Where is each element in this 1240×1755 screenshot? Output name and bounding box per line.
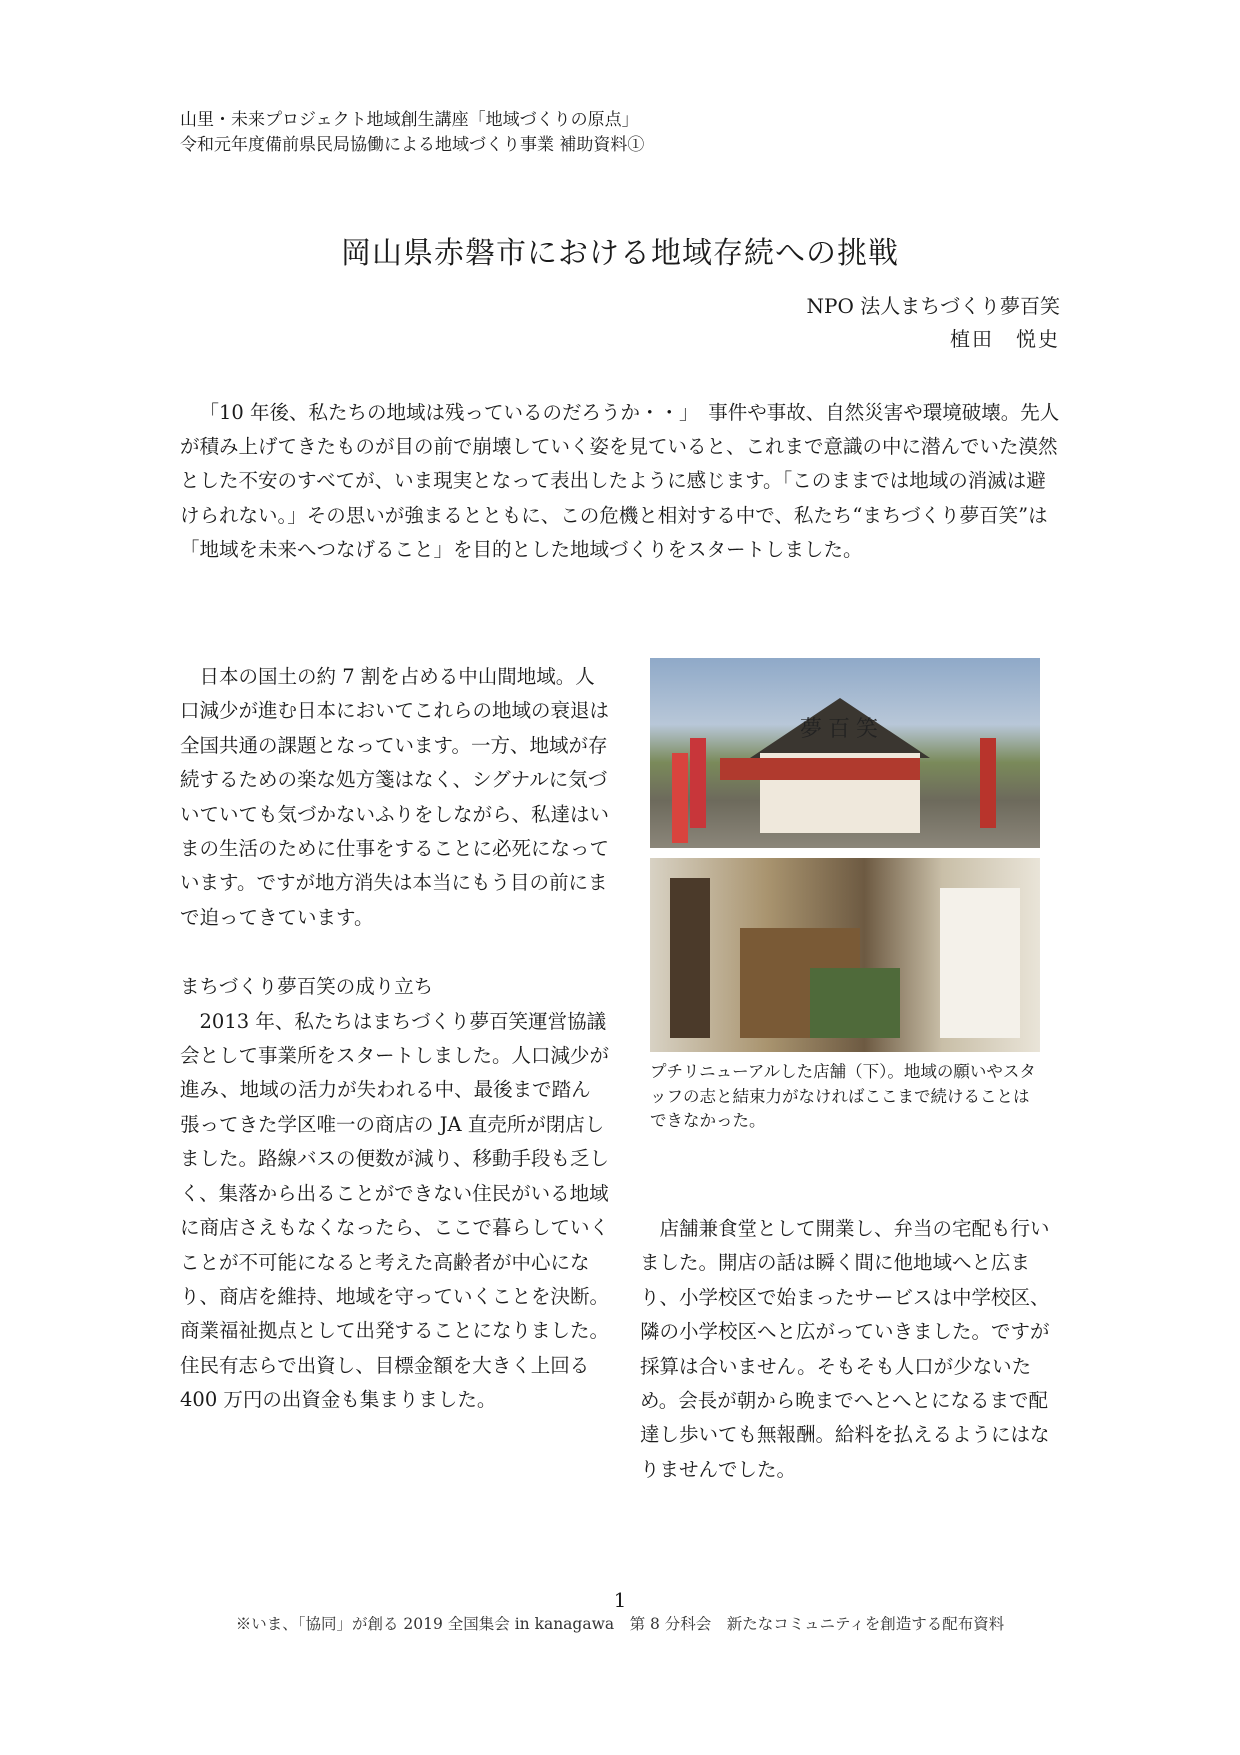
- author-name: 植田 悦史: [950, 327, 1060, 351]
- paragraph-founding: 2013 年、私たちはまちづくり夢百笑運営協議会として事業所をスタートしました。人口減少が進み、地域の活力が失われる中、最後まで踏ん張ってきた学区唯一の商店の JA 直売所が閉店しました。路線バスの便数が減り、移動手段も乏しく、集落から出ることができない住民がいる地域に商店さえもなくなったら、ここで暮らしていくことが不可能になると考えた高齢者が中心になり、商店を維持、地域を守っていくことを決断。商業福祉拠点として出発することになりました。住民有志らで出資し、目標金額を大きく上回る 400 万円の出資金も集まりました。: [180, 1009, 610, 1412]
- paragraph-mountain-areas: 日本の国土の約 7 割を占める中山間地域。人口減少が進む日本においてこれらの地域の衰退は全国共通の課題となっています。一方、地域が存続するための楽な処方箋はなく、シグナルに気づいていても気づかないふりをしながら、私達はいまの生活のために仕事をすることに必死になっています。ですが地方消失は本当にもう目の前にまで迫ってきています。: [180, 665, 610, 929]
- header-line-2: 令和元年度備前県民局協働による地域づくり事業 補助資料①: [180, 135, 645, 155]
- store-figure: [650, 658, 1040, 1134]
- document-footer: ※いま、「協同」が創る 2019 全国集会 in kanagawa 第 8 分科会 新たなコミュニティを創造する配布資料: [235, 1615, 1005, 1633]
- store-exterior-photo: [650, 658, 1040, 848]
- figure-caption: プチリニューアルした店舗（下）。地域の願いやスタッフの志と結束力がなければここまで続けることはできなかった。: [650, 1062, 1036, 1130]
- document-title: 岡山県赤磐市における地域存続への挑戦: [341, 236, 899, 271]
- store-interior-photo: [650, 858, 1040, 1052]
- left-column: [180, 660, 610, 1418]
- intro-paragraph: 「10 年後、私たちの地域は残っているのだろうか・・」 事件や事故、自然災害や環境破壊。先人が積み上げてきたものが目の前で崩壊していく姿を見ていると、これまで意識の中に潜んでいた漠然とした不安のすべてが、いま現実となって表出したように感じます。「このままでは地域の消滅は避けられない。」その思いが強まるとともに、この危機と相対する中で、私たち“まちづくり夢百笑”は「地域を未来へつなげること」を目的とした地域づくりをスタートしました。: [180, 401, 1060, 561]
- page-number: 1: [613, 1588, 627, 1612]
- author-organization: NPO 法人まちづくり夢百笑: [806, 294, 1060, 318]
- right-column-paragraph: 店舗兼食堂として開業し、弁当の宅配も行いました。開店の話は瞬く間に他地域へと広まり、小学校区で始まったサービスは中学校区、隣の小学校区へと広がっていきました。ですが採算は合いません。そもそも人口が少ないため。会長が朝から晩までへとへとになるまで配達し歩いても無報酬。給料を払えるようにはなりませんでした。: [640, 1217, 1050, 1481]
- header-line-1: 山里・未来プロジェクト地域創生講座「地域づくりの原点」: [180, 110, 639, 130]
- section-heading: まちづくり夢百笑の成り立ち: [180, 975, 434, 999]
- document-header: [180, 108, 644, 158]
- store-sign: 夢百笑: [800, 717, 885, 742]
